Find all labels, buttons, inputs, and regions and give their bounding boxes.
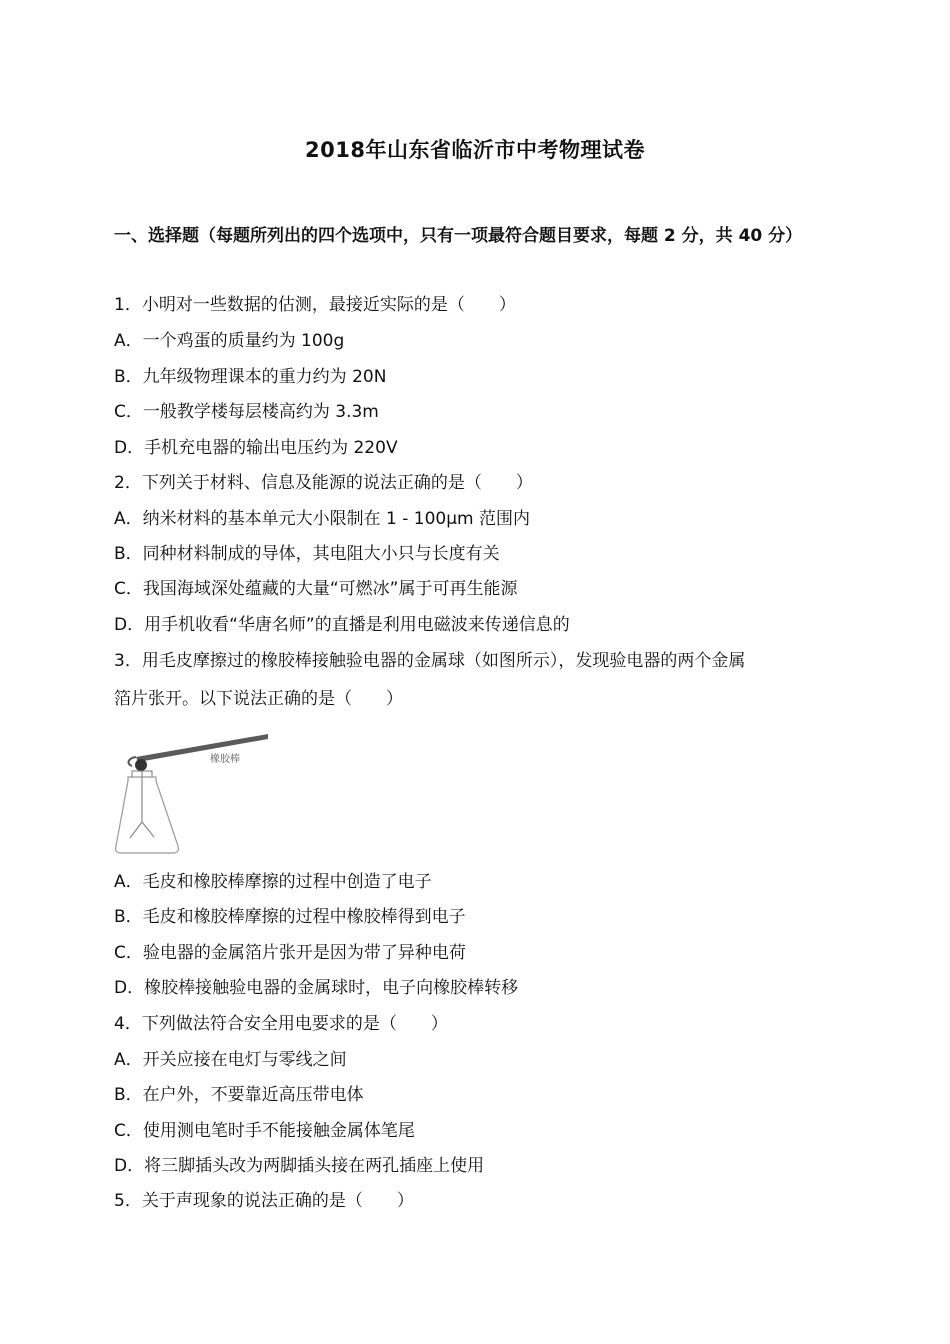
option-4a: A．开关应接在电灯与零线之间 [114, 1050, 347, 1070]
question-4: 4．下列做法符合安全用电要求的是（ ） [114, 1014, 448, 1034]
electroscope-figure [114, 726, 274, 860]
option-2b: B．同种材料制成的导体，其电阻大小只与长度有关 [114, 544, 500, 564]
option-2a: A．纳米材料的基本单元大小限制在 1 - 100μm 范围内 [114, 509, 531, 529]
option-4d: D．将三脚插头改为两脚插头接在两孔插座上使用 [114, 1156, 485, 1176]
question-2: 2．下列关于材料、信息及能源的说法正确的是（ ） [114, 473, 533, 493]
jar-outline [116, 777, 179, 853]
option-1a: A．一个鸡蛋的质量约为 100g [114, 331, 345, 351]
metal-ball [135, 759, 147, 771]
option-3c: C．验电器的金属箔片张开是因为带了异种电荷 [114, 943, 466, 963]
page-title: 2018年山东省临沂市中考物理试卷 [305, 138, 645, 162]
option-3a: A．毛皮和橡胶棒摩擦的过程中创造了电子 [114, 872, 432, 892]
question-3-line-2: 箔片张开。以下说法正确的是（ ） [114, 689, 403, 709]
option-4c: C．使用测电笔时手不能接触金属体笔尾 [114, 1121, 415, 1141]
option-3b: B．毛皮和橡胶棒摩擦的过程中橡胶棒得到电子 [114, 907, 466, 927]
foil-left [130, 822, 142, 838]
option-3d: D．橡胶棒接触验电器的金属球时，电子向橡胶棒转移 [114, 978, 519, 998]
option-2d: D．用手机收看“华唐名师”的直播是利用电磁波来传递信息的 [114, 615, 570, 635]
section-heading: 一、选择题（每题所列出的四个选项中，只有一项最符合题目要求，每题 2 分，共 40 分） [114, 226, 803, 246]
foil-right [142, 822, 154, 837]
rod-label: 橡胶棒 [210, 754, 240, 765]
option-4b: B．在户外，不要靠近高压带电体 [114, 1085, 364, 1105]
rubber-rod [136, 734, 268, 762]
option-1c: C．一般教学楼每层楼高约为 3.3m [114, 402, 379, 422]
option-1d: D．手机充电器的输出电压约为 220V [114, 438, 398, 458]
question-3-line-1: 3．用毛皮摩擦过的橡胶棒接触验电器的金属球（如图所示），发现验电器的两个金属 [114, 651, 746, 671]
question-1: 1．小明对一些数据的估测，最接近实际的是（ ） [114, 295, 516, 315]
option-2c: C．我国海域深处蕴藏的大量“可燃冰”属于可再生能源 [114, 579, 518, 599]
question-5: 5．关于声现象的说法正确的是（ ） [114, 1191, 414, 1211]
option-1b: B．九年级物理课本的重力约为 20N [114, 367, 387, 387]
